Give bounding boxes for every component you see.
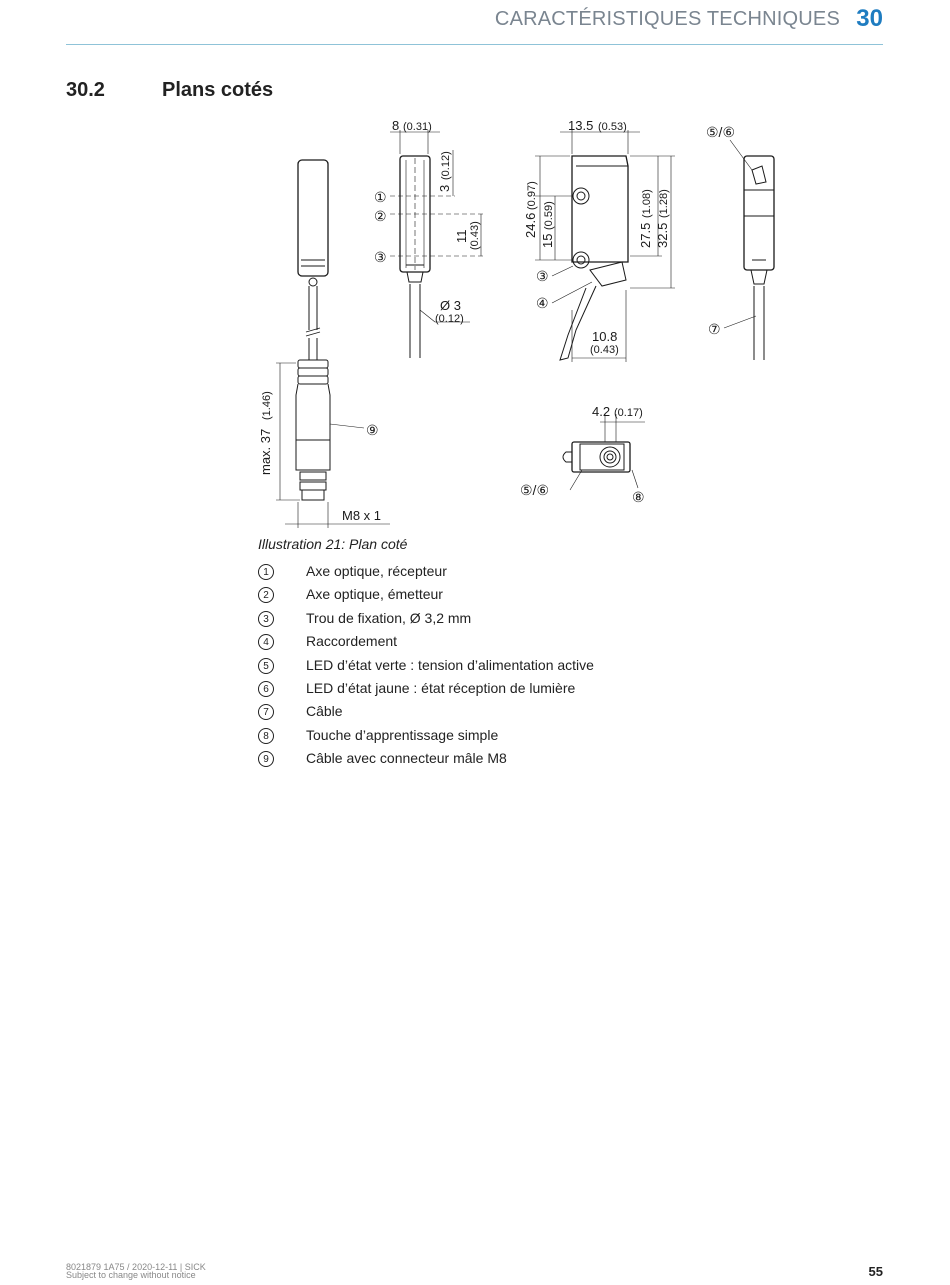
callout-2: ② <box>374 208 387 224</box>
dim-10-8-in: (0.43) <box>590 344 619 356</box>
dim-3: 3 <box>437 184 452 192</box>
view-side-axes <box>374 118 485 358</box>
dim-8-in: (0.31) <box>403 121 432 133</box>
legend-item-4 <box>258 633 758 656</box>
callout-56-bottom: ⑤/⑥ <box>520 482 549 498</box>
dim-13-5: 13.5 <box>568 118 594 133</box>
section-title: Plans cotés <box>162 79 274 101</box>
legend-item-9 <box>258 750 758 773</box>
dim-27-5-in: (1.08) <box>641 189 653 218</box>
callout-1: ① <box>374 189 387 205</box>
dim-cable-d: Ø 3 <box>440 298 461 313</box>
dimension-drawing <box>230 110 790 530</box>
legend-text: Axe optique, émetteur <box>306 586 443 603</box>
legend-number: 4 <box>258 634 274 650</box>
figure-caption: Illustration 21: Plan coté <box>258 536 408 552</box>
dim-max37: max. 37 <box>258 428 273 475</box>
legend-number: 2 <box>258 587 274 603</box>
legend-text: Câble avec connecteur mâle M8 <box>306 750 507 767</box>
legend-item-7 <box>258 703 758 726</box>
callout-3-side: ③ <box>374 249 387 265</box>
dim-10-8: 10.8 <box>592 329 618 344</box>
legend-text: Touche d’apprentissage simple <box>306 726 499 743</box>
legend-item-5 <box>258 657 758 680</box>
legend-list <box>258 563 758 774</box>
dim-24-6-in: (0.97) <box>526 181 538 210</box>
callout-4: ④ <box>536 295 549 311</box>
callout-8: ⑧ <box>632 489 645 505</box>
dim-11: 11 <box>454 229 469 243</box>
chapter-number: 30 <box>856 5 883 32</box>
view-teach-button <box>520 404 645 505</box>
legend-number: 5 <box>258 658 274 674</box>
dim-27-5: 27.5 <box>638 222 653 248</box>
legend-number: 3 <box>258 611 274 627</box>
dim-13-5-in: (0.53) <box>598 121 627 133</box>
dim-m8: M8 x 1 <box>342 508 382 523</box>
callout-56-right: ⑤/⑥ <box>706 124 735 140</box>
legend-number: 6 <box>258 681 274 697</box>
page-number: 55 <box>868 1264 883 1279</box>
dim-3-in: (0.12) <box>440 151 452 180</box>
callout-7: ⑦ <box>708 321 721 337</box>
legend-number: 8 <box>258 728 274 744</box>
section-number: 30.2 <box>66 79 105 101</box>
legend-text: Axe optique, récepteur <box>306 563 447 579</box>
legend-number: 9 <box>258 751 274 767</box>
legend-item-2 <box>258 586 758 609</box>
dim-cable-d-in: (0.12) <box>435 313 464 325</box>
legend-text: Raccordement <box>306 633 398 650</box>
dim-32-5-in: (1.28) <box>658 189 670 218</box>
dim-24-6: 24.6 <box>523 212 538 238</box>
chapter-title: CARACTÉRISTIQUES TECHNIQUES <box>494 8 840 30</box>
dim-8: 8 <box>392 118 400 133</box>
dim-32-5: 32.5 <box>655 222 670 248</box>
legend-text: LED d’état verte : tension d’alimentation active <box>306 656 594 673</box>
callout-3-mount: ③ <box>536 268 549 284</box>
legend-text: Câble <box>306 703 343 720</box>
legend-number: 1 <box>258 564 274 580</box>
legend-item-6 <box>258 680 758 703</box>
legend-item-1 <box>258 563 758 586</box>
legend-text: LED d’état jaune : état réception de lumière <box>306 679 576 696</box>
view-right-leds <box>706 124 774 360</box>
view-mounting <box>523 118 675 362</box>
dim-max37-in: (1.46) <box>261 391 273 420</box>
legend-item-8 <box>258 727 758 750</box>
view-front-with-connector <box>258 160 390 528</box>
footer-notice: Subject to change without notice <box>66 1270 196 1280</box>
dim-15: 15 <box>540 233 555 248</box>
header-divider <box>66 44 883 45</box>
dim-11-in: (0.43) <box>469 221 481 250</box>
callout-9: ⑨ <box>366 422 379 438</box>
dim-15-in: (0.59) <box>543 201 555 230</box>
legend-number: 7 <box>258 704 274 720</box>
dim-4-2: 4.2 <box>592 404 611 419</box>
legend-item-3 <box>258 610 758 633</box>
footer-doc-ref: 8021879 1A75 / 2020-12-11 | SICK <box>66 1262 206 1272</box>
dim-4-2-in: (0.17) <box>614 407 643 419</box>
legend-text: Trou de fixation, Ø 3,2 mm <box>306 609 472 626</box>
